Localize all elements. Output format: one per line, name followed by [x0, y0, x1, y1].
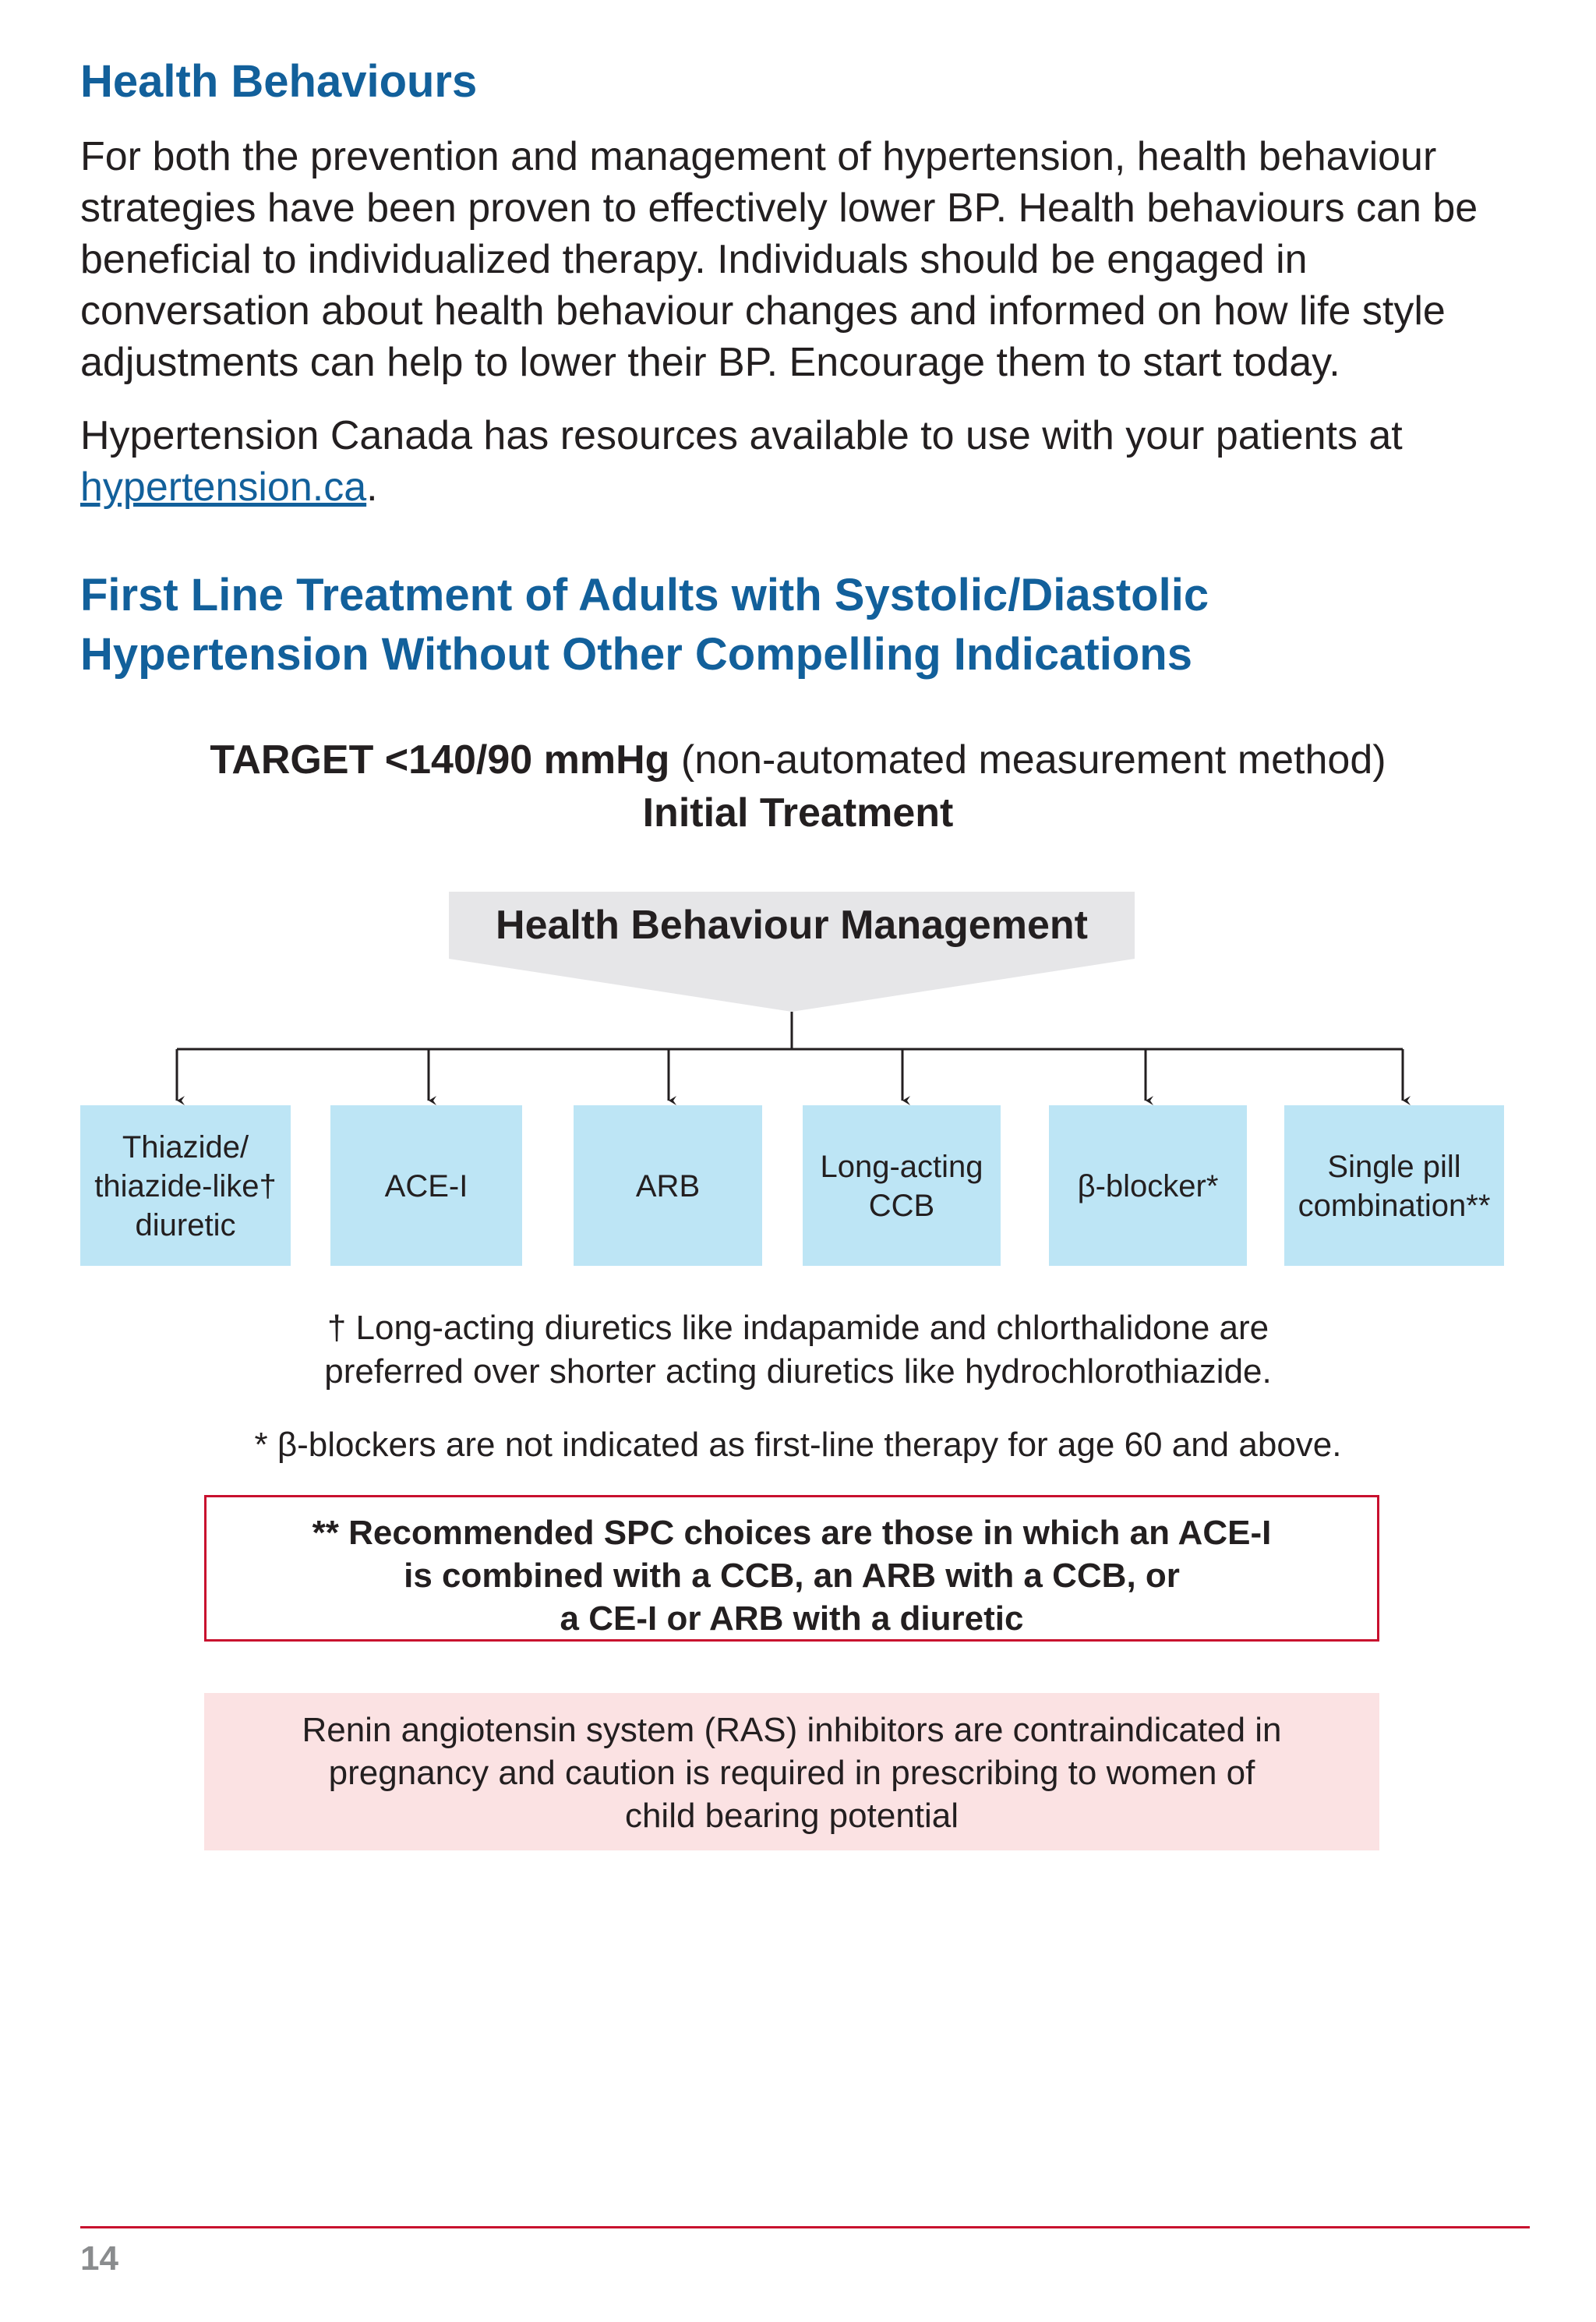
treatment-box-bg [1284, 1105, 1504, 1266]
treatment-box-label: Thiazide/ [122, 1130, 249, 1165]
target-method: (non-automated measurement method) [669, 737, 1386, 783]
hbm-shape [449, 892, 1135, 1012]
ras-line-1: Renin angiotensin system (RAS) inhibitors are contraindicated in [302, 1711, 1282, 1749]
footnote-dagger [0, 1306, 1596, 1394]
ras-line-3: child bearing potential [624, 1797, 959, 1835]
treatment-box-1 [80, 1105, 291, 1266]
hbm-label: Health Behaviour Management [496, 903, 1088, 948]
treatment-box-label: Single pill [1327, 1150, 1461, 1184]
target-value: TARGET <140/90 mmHg [210, 737, 670, 783]
footnote-dagger-line1: † Long-acting diuretics like indapamide and chlorthalidone are [327, 1309, 1269, 1347]
spc-line-3: a CE-I or ARB with a diuretic [560, 1599, 1024, 1638]
ras-warning-box [204, 1693, 1379, 1850]
treatment-box-label: ACE-I [384, 1169, 468, 1203]
treatment-box-2 [330, 1105, 522, 1266]
footnote-dagger-line2: preferred over shorter acting diuretics like hydrochlorothiazide. [324, 1352, 1272, 1391]
spc-line-1: ** Recommended SPC choices are those in which an ACE-I [312, 1514, 1272, 1552]
treatment-box-label: combination** [1298, 1189, 1491, 1223]
section-title-first-line-treatment [80, 566, 1545, 684]
paragraph-resources [80, 410, 1545, 513]
treatment-flowchart [0, 881, 1596, 1286]
footnote-star: * β-blockers are not indicated as first-line therapy for age 60 and above. [254, 1426, 1342, 1464]
treatment-box-3 [574, 1105, 762, 1266]
resources-period: . [366, 465, 378, 510]
treatment-box-5 [1049, 1105, 1247, 1266]
initial-treatment-heading: Initial Treatment [642, 790, 954, 836]
title-line-1: First Line Treatment of Adults with Systolic/Diastolic [80, 570, 1209, 620]
treatment-box-label: diuretic [135, 1208, 236, 1242]
ras-line-2: pregnancy and caution is required in prescribing to women of [328, 1754, 1255, 1792]
treatment-box-label: ARB [635, 1169, 701, 1203]
treatment-box-label: thiazide-like† [94, 1169, 277, 1203]
treatment-box-label: β-blocker* [1077, 1169, 1219, 1203]
treatment-box-label: CCB [868, 1189, 935, 1223]
section-title-health-behaviours: Health Behaviours [80, 56, 478, 107]
treatment-box-bg [803, 1105, 1001, 1266]
page-number: 14 [80, 2239, 118, 2278]
treatment-box-label: Long-acting [820, 1150, 983, 1184]
paragraph-health-behaviours: For both the prevention and management of hypertension, health behaviour strategies have been proven to effectively lower BP. Health behaviours can be beneficial to individualized therapy. Individuals should be engaged in conversation about health behaviour changes and informed on how life style adjustments can help to lower their BP. Encourage them to start today. [80, 134, 1478, 385]
hypertension-ca-link[interactable]: hypertension.ca [80, 465, 367, 510]
resources-text: Hypertension Canada has resources available to use with your patients at [80, 413, 1403, 458]
target-statement [0, 733, 1596, 787]
spc-line-2: is combined with a CCB, an ARB with a CCB, or [404, 1557, 1180, 1595]
treatment-box-4 [803, 1105, 1001, 1266]
treatment-box-6 [1284, 1105, 1504, 1266]
spc-recommendation-box [204, 1495, 1379, 1642]
footer-divider [80, 2226, 1530, 2228]
title-line-2: Hypertension Without Other Compelling Indications [80, 629, 1192, 680]
